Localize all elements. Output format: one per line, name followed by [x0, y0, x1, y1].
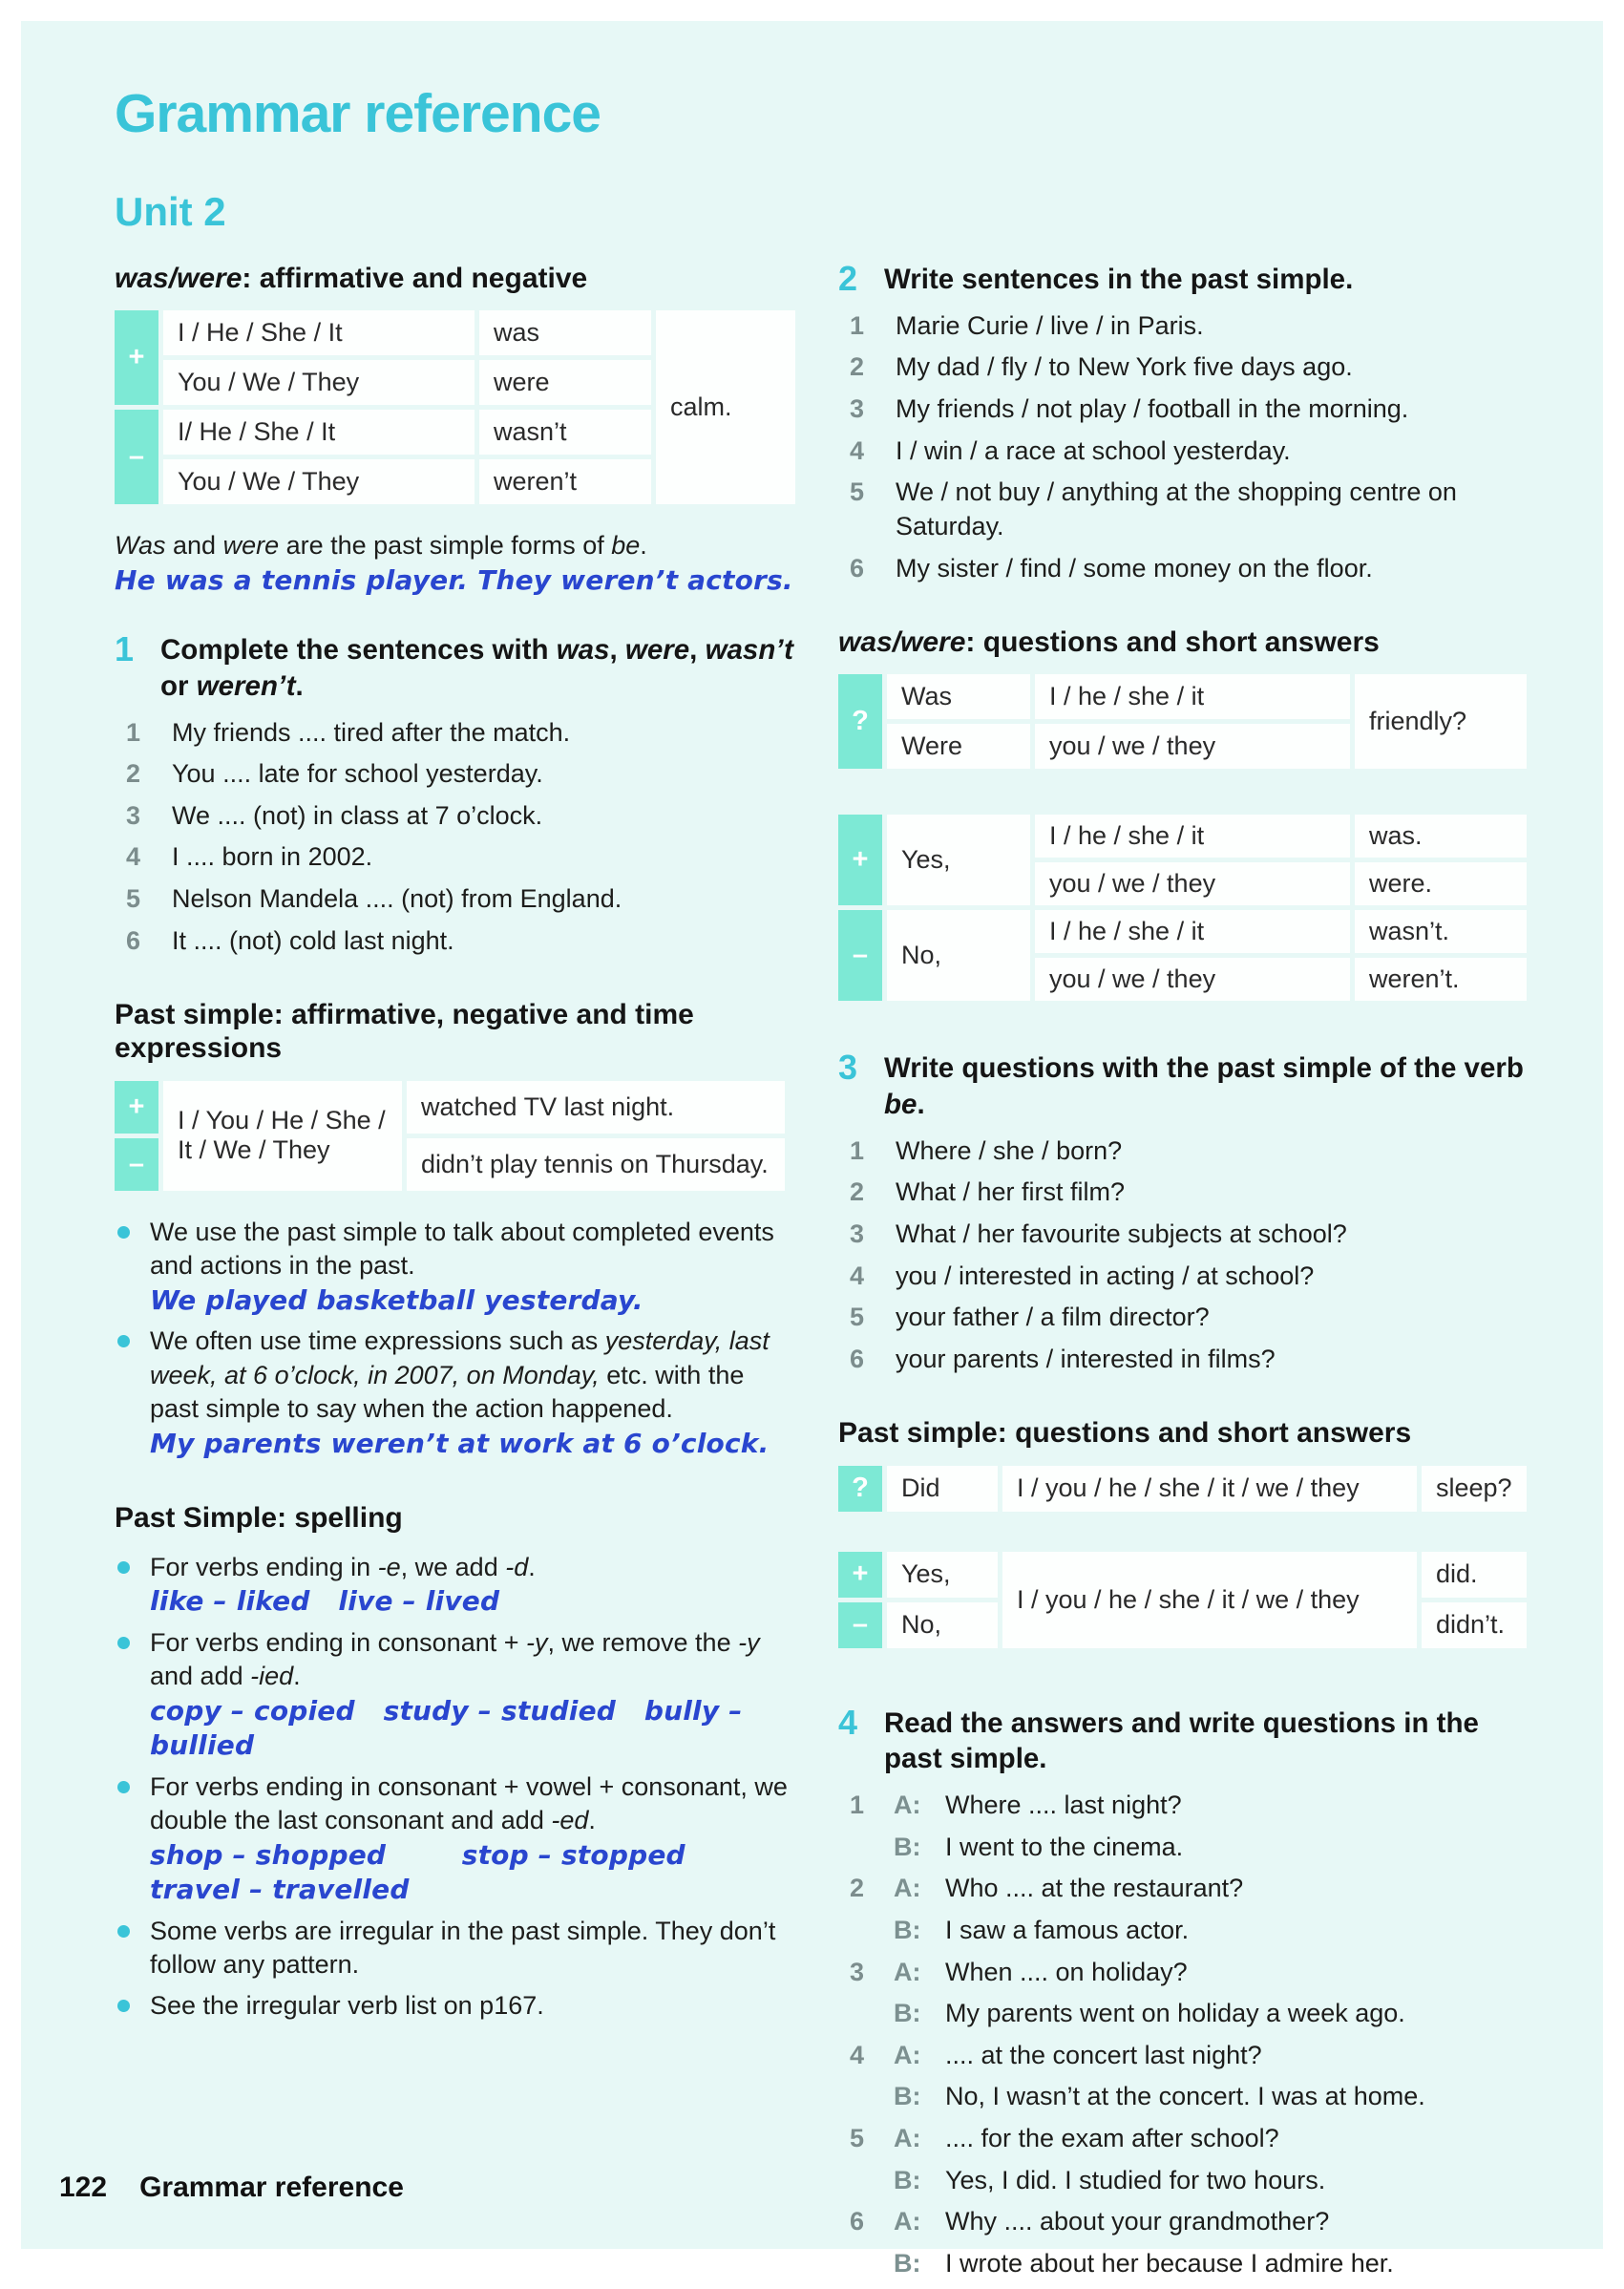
plus-marker: +: [838, 815, 882, 905]
bullet-item: [115, 1989, 796, 2024]
bullet-list: [115, 1551, 796, 2024]
item-text: My sister / find / some money on the floor.: [896, 553, 1373, 583]
item-number: 4: [850, 1261, 865, 1290]
bullet-text: We use the past simple to talk about completed events and actions in the past.: [150, 1217, 774, 1281]
item-text: Nelson Mandela .... (not) from England.: [172, 884, 622, 914]
item-text: your parents / interested in films?: [896, 1344, 1276, 1373]
complement-cell: calm.: [656, 310, 795, 504]
item-number: 6: [850, 1344, 865, 1373]
heading-italic-part: was/were: [115, 263, 243, 294]
example-sentence: He was a tennis player. They weren’t actors.: [115, 563, 793, 596]
subject-cell: I / He / She / It: [163, 310, 475, 355]
item-text: My friends / not play / football in the morning.: [896, 394, 1409, 423]
subject-cell: I / you / he / she / it / we / they: [1002, 1466, 1417, 1512]
exercise-item-list: [838, 1134, 1537, 1377]
complement-cell: friendly?: [1355, 674, 1527, 769]
example-sentence: We played basketball yesterday.: [150, 1283, 643, 1316]
dialog-text: When .... on holiday?: [945, 1957, 1188, 1986]
speaker-b-label: B:: [894, 2165, 921, 2194]
list-item: [850, 1343, 1537, 1377]
example-pairs: copy – copied study – studied bully – bullied: [150, 1694, 752, 1762]
item-text: My friends .... tired after the match.: [172, 717, 571, 747]
item-number: 1: [126, 717, 141, 747]
subject-cell: I / he / she / it: [1035, 815, 1350, 858]
no-cell: No,: [887, 1602, 998, 1648]
section-was-were-questions: [838, 625, 1537, 1001]
item-number: 2: [850, 352, 865, 382]
grammar-table-did-questions: [838, 1466, 1537, 1512]
dialog-text: I wrote about her because I admire her.: [945, 2248, 1394, 2278]
bullet-text: For verbs ending in: [150, 1552, 378, 1581]
dialog-question-row: [850, 2039, 1537, 2073]
aux-cell: Were: [887, 724, 1030, 769]
section-past-simple-spelling: [115, 1501, 796, 2023]
bullet-dot-icon: [117, 1561, 130, 1574]
exercise-title: Read the answers and write questions in the past simple.: [884, 1706, 1479, 1775]
speaker-a-label: A:: [894, 2040, 921, 2069]
list-item: [850, 476, 1537, 543]
list-item: [126, 799, 796, 834]
minus-marker: –: [838, 1602, 882, 1648]
page-background: [21, 21, 1603, 2278]
exercise-2: [838, 259, 1537, 585]
subject-cell: You / We / They: [163, 360, 475, 405]
item-number: 3: [126, 800, 141, 830]
footer-label: Grammar reference: [139, 2172, 404, 2203]
item-number: 4: [850, 435, 865, 465]
bullet-item: For verbs ending in consonant + vowel + consonant, we double the last consonant and add -ed. shop – shopped stop – stopped travel – travelled: [115, 1770, 796, 1908]
dialog-question-row: [850, 2205, 1537, 2239]
dialog-text: My parents went on holiday a week ago.: [945, 1999, 1405, 2028]
speaker-a-label: A:: [894, 1957, 921, 1986]
exercise-title: Complete the sentences with was, were, wasn’t or weren’t.: [160, 634, 793, 702]
bullet-dot-icon: [117, 1925, 130, 1938]
exercise-item-list: [838, 309, 1537, 585]
yes-cell: Yes,: [887, 815, 1030, 905]
exercise-number: 2: [838, 259, 858, 298]
dialog-text: I went to the cinema.: [945, 1832, 1184, 1861]
list-item: [126, 840, 796, 875]
plus-marker: +: [838, 1552, 882, 1598]
example-sentence: My parents weren’t at work at 6 o’clock.: [150, 1428, 770, 1460]
dialog-text: .... for the exam after school?: [945, 2124, 1279, 2153]
speaker-b-label: B:: [894, 1915, 921, 1944]
item-number: 5: [850, 477, 865, 507]
item-number: 6: [126, 925, 141, 955]
item-text: I / win / a race at school yesterday.: [896, 435, 1291, 465]
affirmative-cell: watched TV last night.: [407, 1081, 785, 1134]
item-number: 1: [850, 1791, 865, 1820]
verb-cell: were: [479, 360, 651, 405]
exercise-3: [838, 1050, 1537, 1376]
negative-cell: didn’t play tennis on Thursday.: [407, 1138, 785, 1191]
heading-rest-part: : affirmative and negative: [242, 263, 588, 294]
list-item: [126, 757, 796, 792]
dialog-text: Yes, I did. I studied for two hours.: [945, 2165, 1326, 2194]
plus-marker: +: [115, 1081, 158, 1134]
item-text: you / interested in acting / at school?: [896, 1261, 1315, 1290]
answer-cell: didn’t.: [1422, 1602, 1527, 1648]
dialog-question-row: [850, 1872, 1537, 1906]
item-number: 5: [850, 2124, 865, 2153]
item-text: I .... born in 2002.: [172, 842, 373, 872]
item-text: Where / she / born?: [896, 1135, 1123, 1165]
list-item: [126, 924, 796, 959]
bullet-dot-icon: [117, 1781, 130, 1793]
answer-cell: wasn’t.: [1355, 910, 1527, 953]
item-number: 5: [850, 1303, 865, 1332]
dialog-text: No, I wasn’t at the concert. I was at home.: [945, 2082, 1425, 2111]
exercise-number: 1: [115, 629, 135, 669]
grammar-table-did-short-answers: [838, 1552, 1537, 1648]
dialog-text: Where .... last night?: [945, 1791, 1182, 1820]
subject-cell: you / we / they: [1035, 862, 1350, 905]
list-item: [850, 1176, 1537, 1210]
page-number: 122: [59, 2172, 108, 2203]
subject-cell: you / we / they: [1035, 958, 1350, 1001]
section-heading-past-simple: Past simple: affirmative, negative and time expressions: [115, 999, 694, 1065]
subject-cell: I/ He / She / It: [163, 410, 475, 455]
dialog-answer-row: [850, 2164, 1537, 2198]
aux-cell: Was: [887, 674, 1030, 719]
item-text: What / her first film?: [896, 1177, 1126, 1207]
page-footer: [59, 2172, 404, 2204]
question-marker: ?: [838, 1466, 882, 1512]
item-number: 2: [850, 1874, 865, 1903]
item-number: 6: [850, 2207, 865, 2236]
minus-marker: –: [838, 910, 882, 1001]
answer-cell: did.: [1422, 1552, 1527, 1598]
list-item: [126, 882, 796, 917]
no-cell: No,: [887, 910, 1030, 1001]
page-title: Grammar reference: [115, 83, 601, 144]
bullet-text: For verbs ending in consonant + vowel + consonant, we double the last consonant and add: [150, 1771, 788, 1835]
item-text: It .... (not) cold last night.: [172, 925, 454, 955]
bullet-item: [115, 1915, 796, 1982]
bullet-text: See the irregular verb list on p167.: [150, 1990, 544, 2020]
list-item: [126, 716, 796, 751]
item-number: 3: [850, 1219, 865, 1248]
plus-marker: +: [115, 310, 158, 405]
dialog-answer-row: [850, 1831, 1537, 1865]
exercise-number: 4: [838, 1702, 858, 1742]
dialog-answer-row: [850, 2247, 1537, 2281]
item-text: Marie Curie / live / in Paris.: [896, 310, 1204, 340]
answer-cell: was.: [1355, 815, 1527, 858]
verb-cell: wasn’t: [479, 410, 651, 455]
item-number: 1: [850, 1135, 865, 1165]
bullet-list: [115, 1216, 796, 1462]
item-number: 3: [850, 1957, 865, 1986]
item-number: 3: [850, 394, 865, 423]
item-text: your father / a film director?: [896, 1303, 1210, 1332]
dialog-answer-row: [850, 2080, 1537, 2114]
speaker-a-label: A:: [894, 1874, 921, 1903]
list-item: [850, 434, 1537, 469]
list-item: [850, 1260, 1537, 1294]
item-number: 2: [126, 759, 141, 789]
left-column: [115, 262, 796, 2030]
bullet-dot-icon: [117, 2000, 130, 2012]
dialog-question-row: [850, 2122, 1537, 2156]
verb-cell: was: [479, 310, 651, 355]
dialog-text: .... at the concert last night?: [945, 2040, 1262, 2069]
list-item: [850, 309, 1537, 344]
bullet-item: [115, 1216, 796, 1319]
verb-cell: sleep?: [1422, 1466, 1527, 1512]
bullet-item: We often use time expressions such as yesterday, last week, at 6 o’clock, in 2007, on Monday, etc. with the past simple to say when the action happened. My parents weren’t at work at 6 o’clock.: [115, 1325, 796, 1461]
aux-cell: Did: [887, 1466, 998, 1512]
dialog-question-row: [850, 1956, 1537, 1990]
speaker-b-label: B:: [894, 2082, 921, 2111]
item-number: 6: [850, 553, 865, 583]
bullet-dot-icon: [117, 1637, 130, 1649]
bullet-text: We often use time expressions such as: [150, 1326, 605, 1356]
list-item: [850, 1218, 1537, 1252]
item-text: What / her favourite subjects at school?: [896, 1219, 1347, 1248]
item-text: We / not buy / anything at the shopping centre on Saturday.: [896, 477, 1457, 540]
minus-marker: –: [115, 1138, 158, 1191]
section-past-simple-questions: [838, 1416, 1537, 1647]
list-item: [850, 392, 1537, 427]
section-heading-was-were-affirmative: [115, 262, 796, 295]
unit-heading: Unit 2: [115, 189, 226, 234]
speaker-b-label: B:: [894, 1832, 921, 1861]
exercise-item-list: [115, 716, 796, 959]
speaker-a-label: A:: [894, 1791, 921, 1820]
right-column: [838, 259, 1537, 2289]
answer-cell: weren’t.: [1355, 958, 1527, 1001]
answer-cell: were.: [1355, 862, 1527, 905]
bullet-item: For verbs ending in -e, we add -d. like – liked live – lived: [115, 1551, 796, 1620]
list-item: [850, 1301, 1537, 1335]
grammar-table-was-were-questions: [838, 674, 1537, 769]
dialog-item-list: [838, 1789, 1537, 2281]
example-pairs: like – liked live – lived: [150, 1585, 500, 1618]
verb-cell: weren’t: [479, 459, 651, 504]
speaker-a-label: A:: [894, 2207, 921, 2236]
yes-cell: Yes,: [887, 1552, 998, 1598]
subject-cell: you / we / they: [1035, 724, 1350, 769]
item-text: You .... late for school yesterday.: [172, 759, 543, 789]
bullet-text: For verbs ending in consonant +: [150, 1627, 526, 1657]
example-pairs: shop – shopped stop – stopped: [150, 1838, 685, 1871]
item-number: 5: [126, 884, 141, 914]
bullet-text: Some verbs are irregular in the past simple. They don’t follow any pattern.: [150, 1916, 776, 1980]
list-item: [850, 350, 1537, 385]
list-item: [850, 1134, 1537, 1169]
item-text: We .... (not) in class at 7 o’clock.: [172, 800, 543, 830]
dialog-question-row: [850, 1789, 1537, 1823]
dialog-text: I saw a famous actor.: [945, 1915, 1190, 1944]
speaker-b-label: B:: [894, 2248, 921, 2278]
section-past-simple-affirmative: [115, 998, 796, 1461]
question-marker: ?: [838, 674, 882, 769]
bullet-item: For verbs ending in consonant + -y, we remove the -y and add -ied. copy – copied study – studied bully – bullied: [115, 1626, 796, 1764]
grammar-table-was-were: [115, 310, 796, 504]
section-heading-was-were-questions: was/were: questions and short answers: [838, 626, 1380, 659]
grammar-table-past-simple: [115, 1081, 796, 1191]
bullet-dot-icon: [117, 1335, 130, 1347]
minus-marker: –: [115, 410, 158, 504]
subject-cell: I / he / she / it: [1035, 910, 1350, 953]
subject-cell: I / you / he / she / it / we / they: [1002, 1552, 1417, 1648]
dialog-answer-row: [850, 1914, 1537, 1948]
exercise-number: 3: [838, 1048, 858, 1088]
dialog-answer-row: [850, 1997, 1537, 2031]
grammar-note: Was and were are the past simple forms of be.: [115, 531, 647, 561]
bullet-dot-icon: [117, 1226, 130, 1239]
exercise-title: Write questions with the past simple of the verb be.: [884, 1052, 1524, 1120]
item-number: 4: [126, 842, 141, 872]
example-pairs: travel – travelled: [150, 1874, 410, 1906]
section-heading-spelling: Past Simple: spelling: [115, 1502, 403, 1535]
subject-cell: I / he / she / it: [1035, 674, 1350, 719]
dialog-text: Who .... at the restaurant?: [945, 1874, 1244, 1903]
item-number: 4: [850, 2040, 865, 2069]
exercise-4: [838, 1702, 1537, 2281]
list-item: [850, 552, 1537, 586]
speaker-b-label: B:: [894, 1999, 921, 2028]
item-number: 2: [850, 1177, 865, 1207]
section-heading-past-simple-questions: Past simple: questions and short answers: [838, 1417, 1412, 1450]
exercise-1: [115, 629, 796, 958]
grammar-table-was-were-short-answers: [838, 815, 1537, 1001]
exercise-title: Write sentences in the past simple.: [884, 264, 1354, 295]
item-text: My dad / fly / to New York five days ago.: [896, 352, 1353, 382]
subject-cell: You / We / They: [163, 459, 475, 504]
dialog-text: Why .... about your grandmother?: [945, 2207, 1330, 2236]
item-number: 1: [850, 310, 865, 340]
speaker-a-label: A:: [894, 2124, 921, 2153]
subject-cell: I / You / He / She / It / We / They: [163, 1081, 402, 1191]
